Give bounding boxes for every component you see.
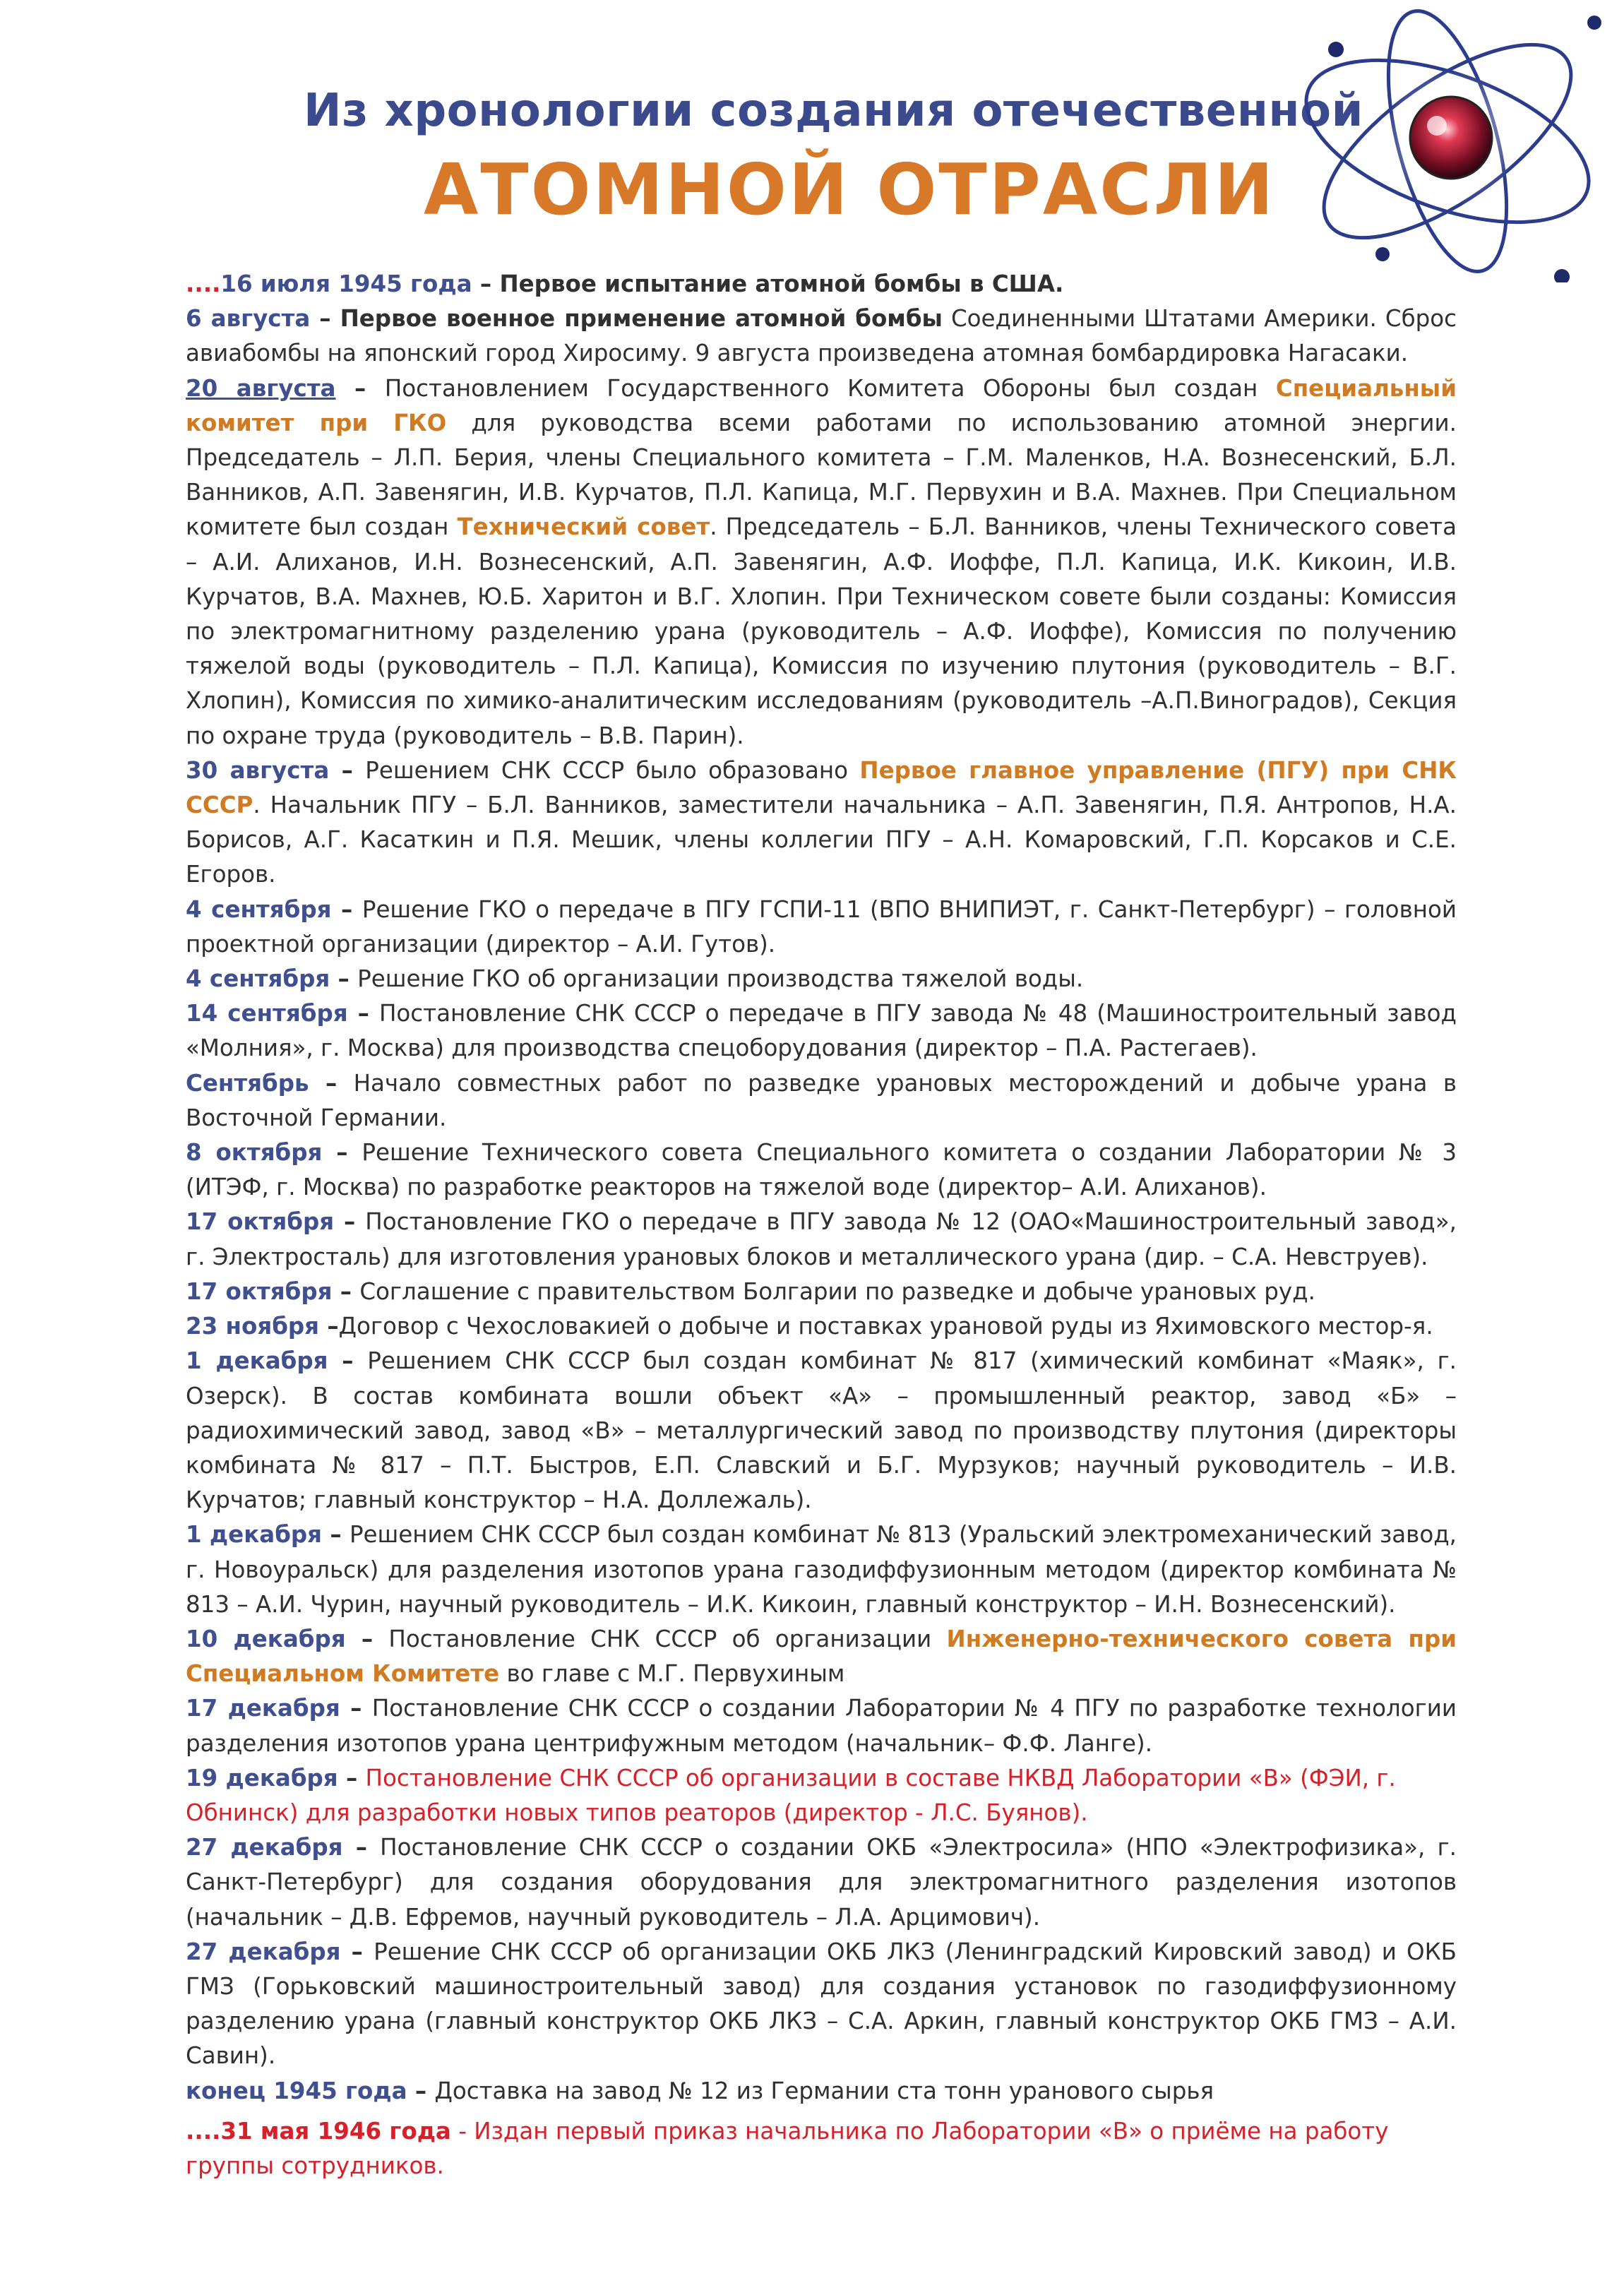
- timeline-entry: [186, 371, 1457, 753]
- timeline-entry: [186, 893, 1457, 962]
- entry-date: 4 сентября: [186, 965, 330, 993]
- entry-text: во главе с М.Г. Первухиным: [499, 1660, 845, 1688]
- entry-dash: –: [322, 1521, 350, 1549]
- entry-date: 30 августа: [186, 756, 330, 784]
- entry-dash: –: [309, 1069, 354, 1097]
- entry-text: Договор с Чехословакией о добыче и поставках урановой руды из Яхимовского местор-я.: [338, 1313, 1433, 1340]
- timeline-entry: [186, 1275, 1457, 1309]
- timeline-entry: [186, 1344, 1457, 1518]
- entry-text: Постановление ГКО о передаче в ПГУ завода № 12 (ОАО«Машиностроительный завод», г. Электросталь) для изготовления урановых блоков и металлического урана (дир. – С.А. Невструев).: [186, 1208, 1457, 1270]
- timeline-entry: [186, 962, 1457, 996]
- title-line-2: АТОМНОЙ ОТРАСЛИ: [424, 148, 1276, 231]
- entry-text: Соединенными Штатами Америки. Сброс авиабомбы на японский город Хиросиму. 9 августа произведена атомная бомбардировка Нагасаки.: [186, 305, 1457, 367]
- entry-text: Решение ГКО об организации производства тяжелой воды.: [357, 965, 1084, 993]
- timeline-entry: [186, 302, 1457, 371]
- entry-dash: –: [329, 756, 366, 784]
- timeline-entry: [186, 1135, 1457, 1205]
- entry-red-text: - Издан первый приказ начальника по Лаборатории «В» о приёме на работу группы сотрудников.: [186, 2117, 1389, 2179]
- entry-date: 1 декабря: [186, 1347, 328, 1375]
- timeline-entry: [186, 1622, 1457, 1691]
- entry-date: 27 декабря: [186, 1834, 343, 1861]
- entry-date: 10 декабря: [186, 1625, 346, 1652]
- timeline-entry: [186, 1935, 1457, 2074]
- entry-text: Доставка на завод № 12 из Германии ста тонн уранового сырья: [434, 2077, 1214, 2104]
- entry-highlight: Инженерно-технического совета при Специальном Комитете: [186, 1625, 1457, 1688]
- timeline-entry: [186, 2114, 1457, 2183]
- entry-date: 20 августа: [186, 374, 336, 402]
- ellipsis-prefix: ....: [186, 2117, 221, 2145]
- entry-date: 31 мая 1946 года: [220, 2117, 451, 2145]
- entry-bold-text: Первое военное применение атомной бомбы: [340, 305, 943, 333]
- entry-highlight: Первое главное управление (ПГУ) при СНК СССР: [186, 756, 1457, 819]
- entry-text: Решением СНК СССР был создан комбинат № 817 (химический комбинат «Маяк», г. Озерск). В состав комбината вошли объект «А» – промышленный реактор, завод «Б» – радиохимический завод, завод «В» – металлургический завод по производству плутония (директоры комбината № 817 – П.Т. Быстров, Е.П. Славский и Б.Г. Мурзуков; научный руководитель – И.В. Курчатов; главный конструктор – Н.А. Доллежаль).: [186, 1347, 1457, 1514]
- entry-date: 17 декабря: [186, 1695, 340, 1722]
- timeline-entry: [186, 753, 1457, 893]
- entry-text: Постановление СНК СССР о передаче в ПГУ завода № 48 (Машиностроительный завод «Молния», г. Москва) для производства спецоборудования (директор – П.А. Растегаев).: [186, 1000, 1457, 1062]
- entry-text: Постановление СНК СССР об организации: [388, 1625, 947, 1652]
- page-header: [0, 0, 1624, 268]
- entry-text: Постановление СНК СССР о создании Лаборатории № 4 ПГУ по разработке технологии разделения изотопов урана центрифужным методом (начальник– Ф.Ф. Ланге).: [186, 1695, 1457, 1757]
- entry-date: 8 октября: [186, 1139, 323, 1167]
- entry-dash: –: [332, 1277, 360, 1305]
- entry-dash: –: [334, 1208, 366, 1236]
- timeline-entry: [186, 2074, 1457, 2109]
- entry-text: для руководства всеми работами по использованию атомной энергии. Председатель – Л.П. Берия, члены Специального комитета – Г.М. Маленков, Н.А. Вознесенский, Б.Л. Ванников, А.П. Завенягин, И.В. Курчатов, П.Л. Капица, М.Г. Первухин и В.А. Махнев. При Специальном комитете был создан: [186, 409, 1457, 541]
- entry-date: 17 октября: [186, 1208, 335, 1236]
- entry-dash: –: [310, 305, 340, 333]
- entry-date: 23 ноября: [186, 1313, 320, 1340]
- entry-dash: –: [340, 1938, 374, 1965]
- entry-date: 16 июля 1945 года: [220, 270, 472, 297]
- entry-text: . Начальник ПГУ – Б.Л. Ванников, заместители начальника – А.П. Завенягин, П.Я. Антропов, Н.А. Борисов, А.Г. Касаткин и П.Я. Мешик, члены коллегии ПГУ – А.Н. Комаровский, Г.П. Корсаков и С.Е. Егоров.: [186, 792, 1457, 888]
- entry-dash: –: [340, 1695, 372, 1722]
- entry-text: Начало совместных работ по разведке урановых месторождений и добыче урана в Восточной Германии.: [186, 1069, 1457, 1131]
- entry-dash: –: [472, 270, 500, 297]
- timeline-entry: [186, 1309, 1457, 1344]
- title-line-1: Из хронологии создания отечественной: [304, 85, 1363, 137]
- entry-text: Решение Технического совета Специального комитета о создании Лаборатории № 3 (ИТЭФ, г. Москва) по разработке реакторов на тяжелой воде (директор– А.И. Алиханов).: [186, 1139, 1457, 1201]
- entry-text: Решение СНК СССР об организации ОКБ ЛКЗ (Ленинградский Кировский завод) и ОКБ ГМЗ (Горьковский машиностроительный завод) для создания установок по газодиффузионному разделению урана (главный конструктор ОКБ ЛКЗ – С.А. Аркин, главный конструктор ОКБ ГМЗ – А.И. Савин).: [186, 1938, 1457, 2070]
- entry-dash: –: [330, 965, 358, 993]
- entry-dash: –: [347, 1000, 379, 1027]
- entry-highlight: Технический совет: [457, 513, 710, 541]
- timeline-entry: [186, 996, 1457, 1066]
- entry-text: Соглашение с правительством Болгарии по разведке и добыче урановых руд.: [359, 1277, 1315, 1305]
- entry-dash: –: [328, 1347, 368, 1375]
- entry-dash: –: [407, 2077, 435, 2104]
- entry-dash: –: [319, 1313, 339, 1340]
- entry-highlight: Специальный комитет при ГКО: [186, 374, 1457, 436]
- entry-date: 27 декабря: [186, 1938, 341, 1965]
- entry-text: Первое испытание атомной бомбы в США.: [499, 270, 1064, 297]
- entry-date: Сентябрь: [186, 1069, 309, 1097]
- timeline-entry: [186, 1205, 1457, 1274]
- entry-dash: –: [335, 374, 385, 402]
- entry-date: 1 декабря: [186, 1521, 323, 1549]
- entry-text: Решением СНК СССР был создан комбинат № 813 (Уральский электромеханический завод, г. Новоуральск) для разделения изотопов урана газодиффузионным методом (директор комбината № 813 – А.И. Чурин, научный руководитель – И.К. Кикоин, главный конструктор – И.Н. Вознесенский).: [186, 1521, 1457, 1618]
- entry-date: 19 декабря: [186, 1764, 338, 1792]
- timeline-entry: [186, 1691, 1457, 1760]
- atom-icon: [1299, 0, 1624, 282]
- timeline-entry: [186, 1761, 1457, 1830]
- entry-text: . Председатель – Б.Л. Ванников, члены Технического совета – А.И. Алиханов, И.Н. Вознесенский, А.П. Завенягин, А.Ф. Иоффе, П.Л. Капица, И.К. Кикоин, И.В. Курчатов, В.А. Махнев, Ю.Б. Харитон и В.Г. Хлопин. При Техническом совете были созданы: Комиссия по электромагнитному разделению урана (руководитель – А.Ф. Иоффе), Комиссия по получению тяжелой воды (руководитель – П.Л. Капица), Комиссия по изучению плутония (руководитель – В.Г. Хлопин), Комиссия по химико-аналитическим исследованиям (руководитель –А.П.Виноградов), Секция по охране труда (руководитель – В.В. Парин).: [186, 513, 1457, 749]
- entry-dash: –: [331, 895, 362, 923]
- entry-text: Решение ГКО о передаче в ПГУ ГСПИ-11 (ВПО ВНИПИЭТ, г. Санкт-Петербург) – головной проектной организации (директор – А.И. Гутов).: [186, 895, 1457, 958]
- entry-date: конец 1945 года: [186, 2077, 407, 2104]
- timeline-entry: [186, 1066, 1457, 1135]
- entry-dash: –: [322, 1139, 362, 1167]
- timeline-entry: [186, 1518, 1457, 1622]
- entry-text: Постановлением Государственного Комитета Обороны был создан: [384, 374, 1276, 402]
- entry-date: 17 октября: [186, 1277, 333, 1305]
- chronology-list: [186, 267, 1457, 2183]
- entry-red-text: Постановление СНК СССР об организации в составе НКВД Лаборатории «В» (ФЭИ, г. Обнинск) для разработки новых типов реаторов (директор - Л.С. Буянов).: [186, 1764, 1396, 1826]
- ellipsis-prefix: ....: [186, 270, 221, 297]
- entry-date: 6 августа: [186, 305, 311, 333]
- entry-dash: –: [342, 1834, 381, 1861]
- entry-dash: –: [345, 1625, 389, 1652]
- timeline-entry: [186, 267, 1457, 302]
- entry-dash: –: [338, 1764, 366, 1792]
- entry-text: Постановление СНК СССР о создании ОКБ «Электросила» (НПО «Электрофизика», г. Санкт-Петербург) для создания оборудования для электромагнитного разделения изотопов (начальник – Д.В. Ефремов, научный руководитель – Л.А. Арцимович).: [186, 1834, 1457, 1931]
- entry-text: Решением СНК СССР было образовано: [365, 756, 860, 784]
- entry-date: 4 сентября: [186, 895, 332, 923]
- entry-date: 14 сентября: [186, 1000, 348, 1027]
- timeline-entry: [186, 1830, 1457, 1935]
